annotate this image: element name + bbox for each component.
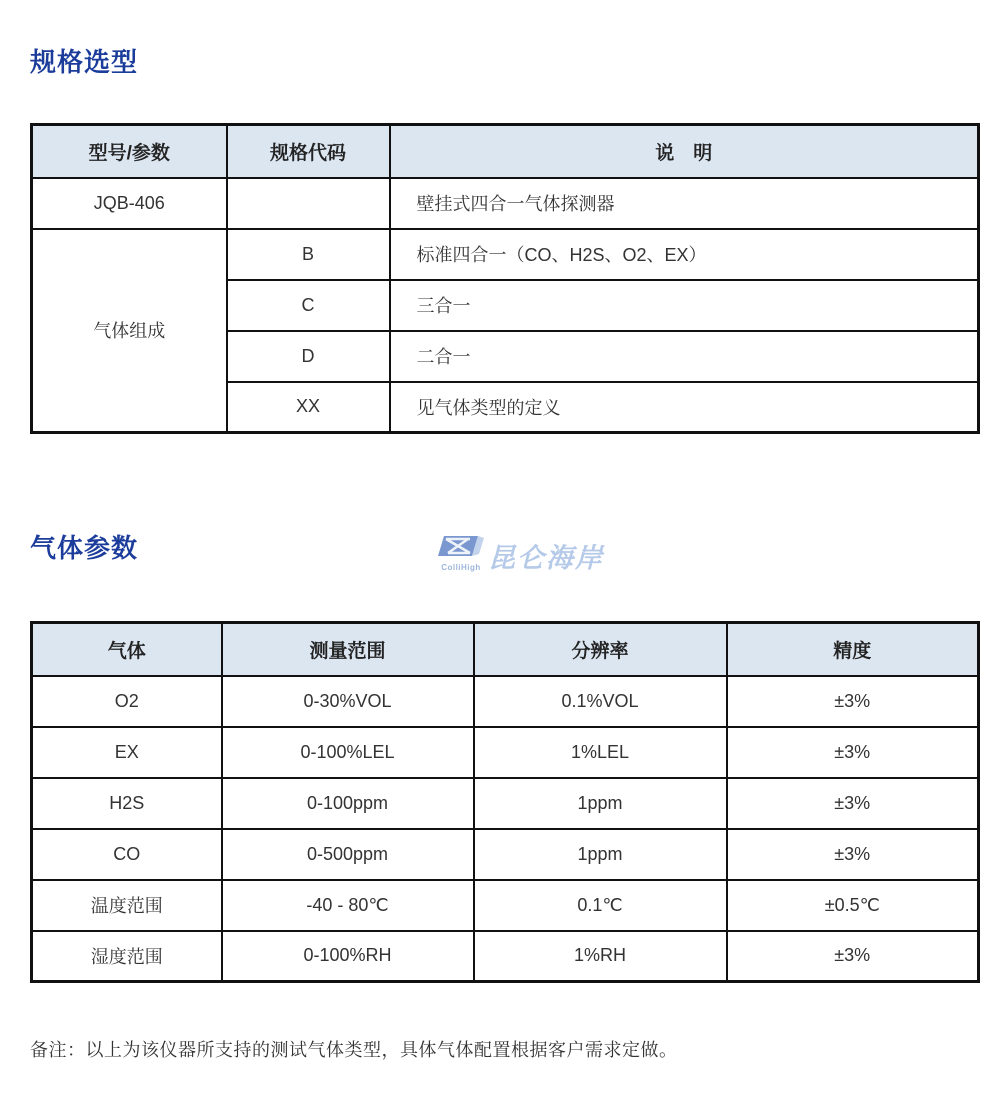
spec-model-cell: JQB-406 (32, 178, 227, 229)
gas-header-accuracy: 精度 (727, 623, 979, 676)
table-row (32, 880, 979, 931)
spec-table (30, 123, 980, 434)
spec-code-cell: XX (227, 382, 390, 433)
gas-name-cell: H2S (32, 778, 222, 829)
gas-range-cell: 0-100%RH (222, 931, 474, 982)
section-title-spec: 规格选型 (30, 47, 139, 77)
gas-resolution-cell: 1%LEL (474, 727, 727, 778)
gas-range-cell: 0-100%LEL (222, 727, 474, 778)
table-row (32, 778, 979, 829)
spec-model-desc-cell: 壁挂式四合一气体探测器 (390, 178, 979, 229)
table-row (32, 727, 979, 778)
collihigh-flag-icon (438, 534, 484, 562)
spec-header-desc: 说 明 (390, 125, 979, 178)
gas-table (30, 621, 980, 983)
gas-accuracy-cell: ±3% (727, 778, 979, 829)
gas-name-cell: O2 (32, 676, 222, 727)
spec-header-param: 型号/参数 (32, 125, 227, 178)
gas-name-cell: 温度范围 (32, 880, 222, 931)
gas-accuracy-cell: ±3% (727, 931, 979, 982)
gas-range-cell: 0-100ppm (222, 778, 474, 829)
gas-range-cell: -40 - 80℃ (222, 880, 474, 931)
gas-resolution-cell: 0.1%VOL (474, 676, 727, 727)
spec-code-cell: D (227, 331, 390, 382)
spec-header-code: 规格代码 (227, 125, 390, 178)
spec-model-code-cell (227, 178, 390, 229)
gas-accuracy-cell: ±3% (727, 829, 979, 880)
gas-range-cell: 0-30%VOL (222, 676, 474, 727)
gas-resolution-cell: 0.1℃ (474, 880, 727, 931)
gas-resolution-cell: 1ppm (474, 778, 727, 829)
spec-desc-cell: 标准四合一（CO、H2S、O2、EX） (390, 229, 979, 280)
collihigh-logo-subtext: ColliHigh (441, 563, 481, 572)
footer-note: 备注：以上为该仪器所支持的测试气体类型，具体气体配置根据客户需求定做。 (30, 1040, 678, 1060)
gas-name-cell: 湿度范围 (32, 931, 222, 982)
collihigh-logo-text: 昆仑海岸 (488, 543, 604, 573)
table-row (32, 178, 979, 229)
spec-desc-cell: 二合一 (390, 331, 979, 382)
collihigh-logo-icon-wrap (438, 534, 484, 572)
gas-table-header-row (32, 623, 979, 676)
gas-header-range: 测量范围 (222, 623, 474, 676)
section-title-gas: 气体参数 (30, 533, 139, 563)
gas-resolution-cell: 1ppm (474, 829, 727, 880)
spec-code-cell: C (227, 280, 390, 331)
gas-resolution-cell: 1%RH (474, 931, 727, 982)
gas-range-cell: 0-500ppm (222, 829, 474, 880)
gas-header-resolution: 分辨率 (474, 623, 727, 676)
spec-code-cell: B (227, 229, 390, 280)
gas-accuracy-cell: ±3% (727, 676, 979, 727)
spec-group-label-cell: 气体组成 (32, 229, 227, 433)
gas-name-cell: CO (32, 829, 222, 880)
spec-table-header-row (32, 125, 979, 178)
table-row (32, 829, 979, 880)
table-row (32, 931, 979, 982)
table-row (32, 676, 979, 727)
gas-accuracy-cell: ±0.5℃ (727, 880, 979, 931)
spec-desc-cell: 见气体类型的定义 (390, 382, 979, 433)
gas-name-cell: EX (32, 727, 222, 778)
gas-accuracy-cell: ±3% (727, 727, 979, 778)
collihigh-logo-watermark (438, 534, 604, 575)
gas-header-gas: 气体 (32, 623, 222, 676)
table-row (32, 229, 979, 280)
spec-desc-cell: 三合一 (390, 280, 979, 331)
